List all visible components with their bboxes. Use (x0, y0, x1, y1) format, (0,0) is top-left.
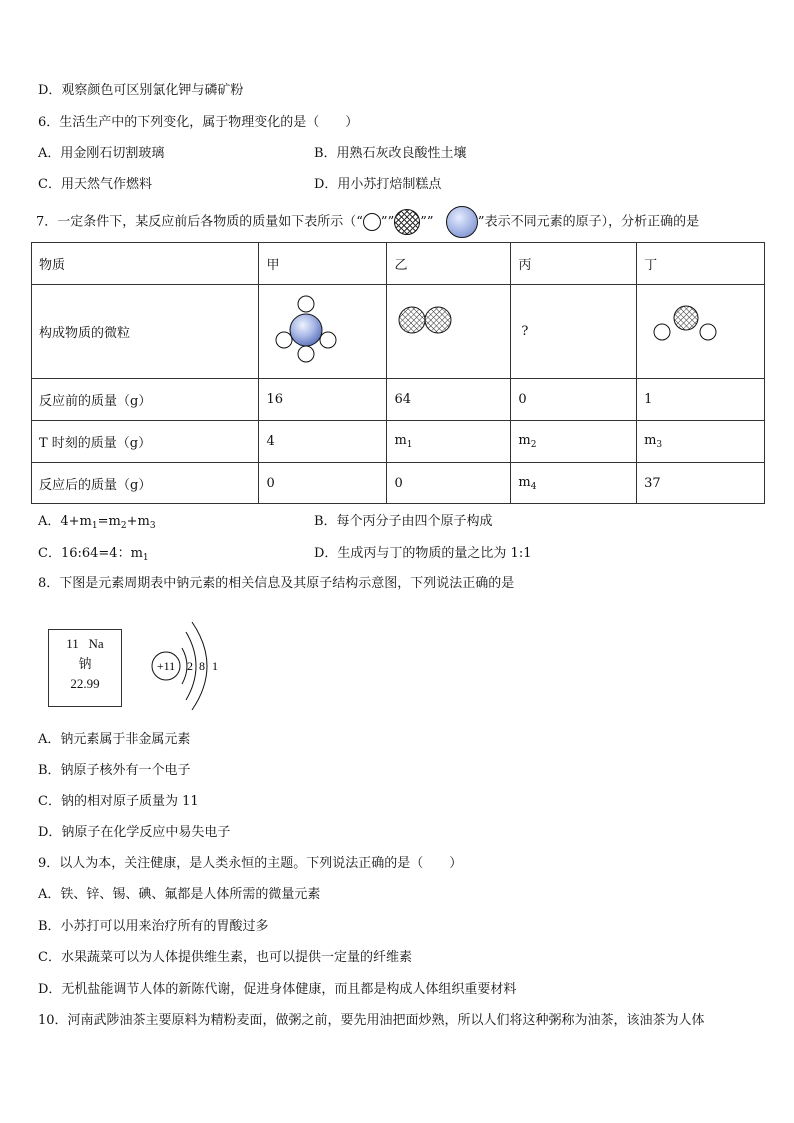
table-header-cell: 丁 (637, 243, 765, 285)
nucleus-charge: +11 (156, 659, 176, 673)
q9-option-d: D．无机盐能调节人体的新陈代谢，促进身体健康，而且都是构成人体组织重要材料 (38, 982, 517, 997)
q7-a-sub: 1 (91, 521, 98, 531)
table-cell (511, 463, 637, 504)
q7-stem-part2: ”” (380, 214, 395, 230)
q6-stem: 6．生活生产中的下列变化，属于物理变化的是（ ） (38, 115, 359, 130)
table-cell: 0 (511, 379, 637, 421)
table-cell: 64 (387, 379, 511, 421)
q7-option-a (38, 514, 156, 534)
element-number: 11 (66, 636, 79, 651)
table-row (32, 463, 765, 504)
q7-c-sub: 1 (142, 553, 149, 563)
table-cell: 0 (387, 463, 511, 504)
white-atom-icon (363, 213, 381, 231)
element-number-symbol (49, 634, 121, 654)
q9-option-a: A．铁、锌、锡、碘、氟都是人体所需的微量元素 (38, 887, 321, 902)
hatched-atom-icon (394, 209, 420, 235)
shell-electron-count: 2 (187, 659, 193, 673)
table-row (32, 379, 765, 421)
q6-option-c: C．用天然气作燃料 (38, 177, 152, 192)
table-header-cell: 甲 (259, 243, 387, 285)
q7-a-part: +m (126, 514, 150, 529)
table-header-cell: 丙 (511, 243, 637, 285)
table-header-cell: 物质 (32, 243, 259, 285)
m3-base: m (644, 433, 657, 448)
element-symbol: Na (88, 636, 104, 651)
table-row-label: T 时刻的质量（g） (32, 421, 259, 463)
table-header-cell: 乙 (387, 243, 511, 285)
q7-a-part: A．4+m (38, 514, 92, 529)
blue-atom-icon (446, 206, 478, 238)
q9-option-b: B．小苏打可以用来治疗所有的胃酸过多 (38, 919, 269, 934)
m2-subscript: 2 (530, 440, 537, 450)
table-row-label: 反应后的质量（g） (32, 463, 259, 504)
table-cell (387, 421, 511, 463)
table-cell (637, 421, 765, 463)
q8-option-c: C．钠的相对原子质量为 11 (38, 794, 199, 809)
q6-option-b: B．用熟石灰改良酸性土壤 (314, 146, 467, 161)
table-cell: 0 (259, 463, 387, 504)
yi-molecule-icon (394, 300, 474, 360)
m1-subscript: 1 (406, 440, 413, 450)
q8-option-d: D．钠原子在化学反应中易失电子 (38, 825, 231, 840)
q7-stem (36, 206, 699, 238)
element-name: 钠 (78, 656, 92, 671)
jia-particle-cell (259, 285, 387, 379)
table-row-label: 构成物质的微粒 (32, 285, 259, 379)
table-row-particles (32, 285, 765, 379)
q7-option-c (38, 546, 149, 566)
m1-base: m (394, 433, 407, 448)
q7-option-b: B．每个丙分子由四个原子构成 (314, 514, 493, 529)
yi-particle-cell (387, 285, 511, 379)
q7-data-table (31, 242, 765, 504)
q7-a-part: =m (97, 514, 121, 529)
q7-stem-part1: 7．一定条件下，某反应前后各物质的质量如下表所示（“ (36, 214, 363, 230)
ding-molecule-icon (644, 300, 724, 360)
q8-option-a: A．钠元素属于非金属元素 (38, 732, 191, 747)
q8-option-b: B．钠原子核外有一个电子 (38, 763, 191, 778)
shell-electron-count: 8 (199, 659, 205, 673)
q7-option-d: D．生成丙与丁的物质的量之比为 1:1 (314, 546, 532, 561)
q7-a-sub: 2 (120, 521, 127, 531)
q6-option-d: D．用小苏打焙制糕点 (314, 177, 442, 192)
table-row-label: 反应前的质量（g） (32, 379, 259, 421)
m3-subscript: 3 (656, 440, 663, 450)
shell-electron-count: 1 (212, 659, 218, 673)
sodium-element-card (48, 629, 122, 707)
q9-stem: 9．以人为本，关注健康，是人类永恒的主题。下列说法正确的是（ ） (38, 856, 463, 871)
m4-base: m (518, 474, 531, 490)
m4-subscript: 4 (530, 481, 537, 492)
q9-option-c: C．水果蔬菜可以为人体提供维生素，也可以提供一定量的纤维素 (38, 950, 412, 965)
q7-a-sub: 3 (149, 521, 156, 531)
ding-particle-cell (637, 285, 765, 379)
jia-molecule-icon (266, 290, 376, 370)
table-cell: 16 (259, 379, 387, 421)
table-cell: 4 (259, 421, 387, 463)
table-cell: 37 (637, 463, 765, 504)
table-cell (511, 421, 637, 463)
table-header-row (32, 243, 765, 285)
q7-stem-part4: ”表示不同元素的原子），分析正确的是 (477, 214, 700, 230)
q6-option-a: A．用金刚石切割玻璃 (38, 146, 165, 161)
q10-stem: 10．河南武陟油茶主要原料为精粉麦面，做粥之前，要先用油把面炒熟，所以人们将这种粥称为油茶，该油茶为人体 (38, 1013, 705, 1028)
q8-stem: 8．下图是元素周期表中钠元素的相关信息及其原子结构示意图，下列说法正确的是 (38, 576, 515, 591)
m2-base: m (518, 433, 531, 448)
element-mass: 22.99 (70, 676, 100, 691)
sodium-atom-structure-icon (146, 618, 236, 714)
q5-option-d: D．观察颜色可区别氯化钾与磷矿粉 (38, 83, 244, 98)
bing-particle-cell: ? (511, 285, 637, 379)
table-cell: 1 (637, 379, 765, 421)
q7-stem-part3: ”” (420, 214, 434, 230)
table-row (32, 421, 765, 463)
q7-c-part: C．16:64=4：m (38, 546, 143, 561)
